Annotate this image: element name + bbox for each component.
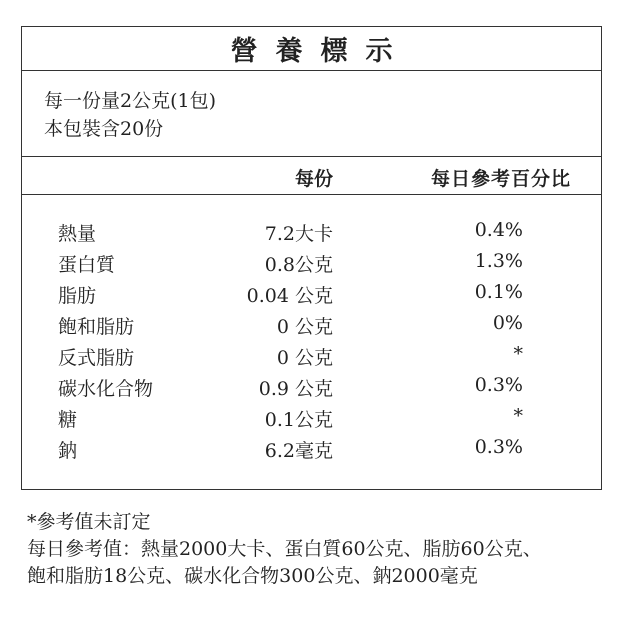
nutrient-amount: 0.9 公克 [258,378,333,400]
nutrient-daily-value: 1.3% [474,250,523,272]
nutrient-row-carbohydrate [22,372,601,403]
footnote-undefined: *參考值未訂定 [27,511,151,533]
nutrient-row-sodium [22,434,601,465]
nutrient-name: 脂肪 [58,285,97,307]
nutrient-amount: 0.04 公克 [246,285,333,307]
nutrient-daily-value: 0% [492,312,523,334]
footnotes [27,509,542,590]
nutrient-name: 鈉 [58,440,78,462]
column-header [22,157,601,195]
nutrient-daily-value: 0.3% [474,436,523,458]
nutrient-daily-value: * [513,343,523,365]
nutrient-amount: 6.2毫克 [264,440,333,462]
nutrient-daily-value: * [513,405,523,427]
nutrition-facts-panel [21,26,602,490]
serving-size: 每一份量2公克(1包) [44,90,217,112]
nutrient-name: 蛋白質 [58,254,116,276]
nutrient-amount: 0.8公克 [264,254,333,276]
nutrient-row-energy [22,217,601,248]
nutrient-rows [22,195,601,465]
per-serving-header: 每份 [294,168,333,190]
nutrient-amount: 7.2大卡 [264,223,333,245]
panel-title: 營養標示 [22,27,601,71]
nutrient-daily-value: 0.1% [474,281,523,303]
nutrient-name: 飽和脂肪 [58,316,135,338]
servings-per-package: 本包裝含20份 [44,118,164,140]
nutrient-name: 熱量 [58,223,97,245]
nutrient-amount: 0 公克 [276,316,333,338]
nutrient-row-protein [22,248,601,279]
nutrient-row-trans-fat [22,341,601,372]
nutrient-name: 糖 [58,409,78,431]
nutrient-row-fat [22,279,601,310]
daily-value-header: 每日參考百分比 [430,168,571,190]
footnote-reference-values: 每日參考值：熱量2000大卡、蛋白質60公克、脂肪60公克、 [27,538,542,560]
nutrient-row-sugar [22,403,601,434]
nutrient-daily-value: 0.4% [474,219,523,241]
nutrient-daily-value: 0.3% [474,374,523,396]
serving-info [22,71,601,157]
nutrient-row-saturated-fat [22,310,601,341]
nutrient-name: 碳水化合物 [58,378,154,400]
nutrient-amount: 0.1公克 [264,409,333,431]
footnote-reference-values-cont: 飽和脂肪18公克、碳水化合物300公克、鈉2000毫克 [27,565,478,587]
nutrient-amount: 0 公克 [276,347,333,369]
nutrient-name: 反式脂肪 [58,347,135,369]
